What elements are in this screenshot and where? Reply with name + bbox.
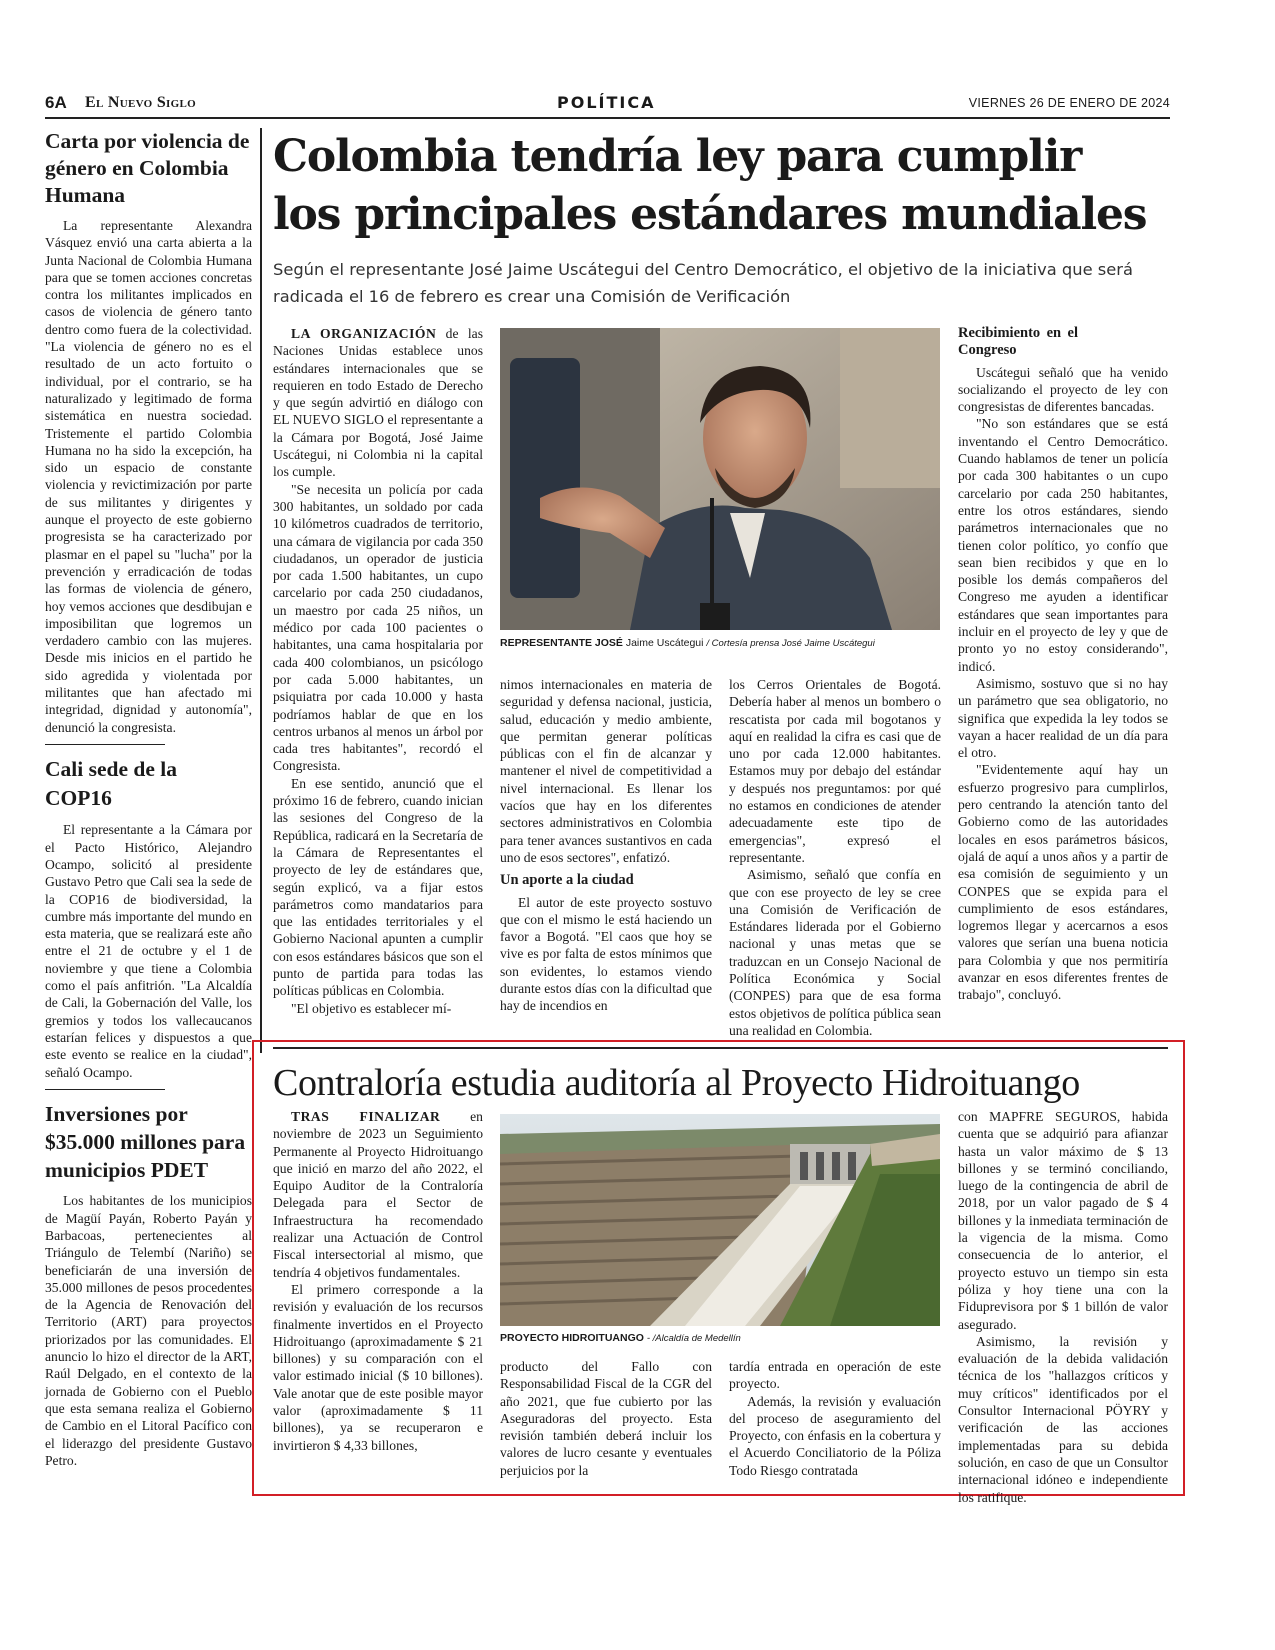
page-date: VIERNES 26 DE ENERO DE 2024 <box>968 96 1170 110</box>
lead-word: LA ORGANIZACIÓN <box>291 326 437 341</box>
page-number: 6A <box>45 93 67 112</box>
main-column-3: los Cerros Orientales de Bogotá. Debería haber al menos un bombero o rescatista por cada mil bogotanos y aquí en realidad la cifra es casi que de uno por cada 12.000 habitantes. Estamos muy por debajo del estándar y después nos preguntamos: por qué no estamos en condiciones de atender adecuadamente este tipo de emergencias", expresó el representante. Asimismo, señaló que confía en que con ese proyecto de ley se cree una Comisión de Verificación de Estándares liderada por el Gobierno nacional y unas metas que se traduzcan en un Consejo Nacional de Política Económica y Social (CONPES) para que de esa forma estos objetivos de política pública sean una realidad en Colombia. <box>729 677 941 1038</box>
section-title: POLÍTICA <box>557 93 656 112</box>
sidebar-body: Los habitantes de los municipios de Magüí Payán, Roberto Payán y Barbacoas, pertenecientes al Triángulo de Telembí (Nariño) se beneficiarán de una inversión de 35.000 millones de pesos procedentes de la Agencia de Renovación del Territorio (ART) para proyectos priorizados por las comunidades. El anuncio lo hizo el director de la ART, Raúl Delgado, en el contexto de la jornada de Gobierno con el Pueblo que esta semana realiza el Gobierno de Cambio en el Litoral Pacífico con el liderazgo del presidente Gustavo Petro. <box>45 1193 252 1468</box>
second-column-3: tardía entrada en operación de este proyecto. Además, la revisión y evaluación del proceso de aseguramiento del Proyecto, con énfasis en la cobertura y el Acuerdo Conciliatorio de la Póliza Todo Riesgo contratada <box>729 1359 941 1478</box>
sidebar-headline: Cali sede de la COP16 <box>45 757 177 811</box>
sidebar-headline: Inversiones por $35.000 millones para municipios PDET <box>45 1102 246 1183</box>
sidebar-story-3 <box>45 1100 252 1469</box>
sidebar-story-2 <box>45 755 252 1080</box>
lead-word: TRAS FINALIZAR <box>291 1109 441 1124</box>
second-column-1: TRAS FINALIZAR en noviembre de 2023 un Seguimiento Permanente al Proyecto Hidroituango que inició en marzo del año 2022, el Equipo Auditor de la Contraloría Delegada para el Sector de Infraestructura ha recomendado realizar una Actuación de Control Fiscal intersectorial al mismo, que tendría 4 objetivos fundamentales. El primero corresponde a la revisión y evaluación de los recursos finalmente invertidos en el Proyecto Hidroituango (aproximadamente $ 21 billones) y su comparación con el valor estimado inicial ($ 10 billones). Vale anotar que de este posible mayor valor (aproximadamente $ 11 billones), ya se recuperaron e invirtieron $ 4,33 billones, <box>273 1109 483 1453</box>
main-column-4: Recibimiento en el Congreso Uscátegui señaló que ha venido socializando el proyecto de ley con congresistas de diferentes bancadas. "No son estándares que se está inventando el Centro Democrático. Cuando hablamos de tener un policía por cada 300 habitantes o un cupo carcelario por cada 250 habitantes, entre los otros estándares, siendo parámetros internacionales que no tienen color político, yo confío que sean bien recibidos y que en lo posible los demás compañeros del Congreso me ayuden a identificar estándares que sean importantes para incluir en el proyecto de ley y que de pronto yo no estoy considerando", indicó. Asimismo, sostuvo que si no hay un parámetro que sea obligatorio, no significa que expedida la ley todos se vayan a hacer realidad de un día para el otro. "Evidentemente aquí hay un esfuerzo progresivo para cumplirlos, pero centrando la atención tanto del Gobierno como de las autoridades locales en esos parámetros básicos, ojalá de aquí a unos años y a partir de esa comisión de seguimiento y un CONPES que se expida para el cumplimiento de esos estándares, logremos llegar y acercarnos a esos valores que serían una buena noticia para Colombia y que nos permitiría avanzar en esos diferentes frentes de trabajo", concluyó. <box>958 325 1168 1003</box>
page-header <box>45 93 1170 117</box>
subhead: Un aporte a la ciudad <box>500 872 634 889</box>
column-separator <box>260 128 262 1053</box>
second-photo-caption: PROYECTO HIDROITUANGO - /Alcaldía de Medellín <box>500 1332 741 1344</box>
main-photo <box>500 328 940 630</box>
main-headline: Colombia tendría ley para cumplir los principales estándares mundiales <box>273 131 1147 240</box>
second-photo <box>500 1114 940 1326</box>
sidebar-body: La representante Alexandra Vásquez envió una carta abierta a la Junta Nacional de Colombia Humana para que se tomen acciones concretas contra los militantes implicados en casos de violencia de género tanto dentro como fuera de la colectividad. "La violencia de género no es el resultado de un acto fortuito o individual, por el contrario, se ha naturalizado y legitimado de forma sistemática en nuestra sociedad. Tristemente el partido Colombia Humana no ha sido la excepción, ha sido un espacio de constante violencia y revictimización por parte de sus militantes y dirigentes y aunque el proyecto de este gobierno progresista se ha caracterizado por plasmar en el papel su "lucha" por la prevención y erradicación de todas las formas de violencia de género, hoy vemos acciones que desdibujan e imposibilitan que logremos un verdadero cambio con las mujeres. Desde mis inicios en el partido he sido agredida y violentada por militantes que han afectado mi integridad, dignidad y autonomía", denunció la congresista. <box>45 218 252 735</box>
story-divider <box>273 1047 1168 1049</box>
header-rule <box>45 117 1170 119</box>
sidebar-divider <box>45 1089 165 1091</box>
second-column-2: producto del Fallo con Responsabilidad Fiscal de la CGR del año 2021, que fue cubierto por las Aseguradoras del proyecto. Esta revisión también deberá incluir los valores de lucro cesante y eventuales perjuicios por la <box>500 1359 712 1478</box>
sidebar-body: El representante a la Cámara por el Pacto Histórico, Alejandro Ocampo, solicitó al presidente Gustavo Petro que Cali sea la sede de la COP16 de biodiversidad, la cumbre más importante del mundo en esta materia, que se realizará este año entre el 21 de octubre y el 1 de noviembre y que tiene a Colombia como el país anfitrión. "La Alcaldía de Cali, la Gobernación del Valle, los gremios y todos los vallecaucanos estarían felices y dispuestos a que este evento se realice en la ciudad", señaló Ocampo. <box>45 822 252 1080</box>
main-column-1: LA ORGANIZACIÓN de las Naciones Unidas establece unos estándares internacionales que se requieren en todo Estado de Derecho y que según advirtió en diálogo con EL NUEVO SIGLO el representante a la Cámara por Bogotá, José Jaime Uscátegui, ni Colombia ni la capital los cumple. "Se necesita un policía por cada 300 habitantes, un soldado por cada 10 kilómetros cuadrados de territorio, una cámara de vigilancia por cada 350 ciudadanos, un operador de justicia por cada 1.500 habitantes, un cupo carcelario por cada 250 ciudadanos, un maestro por cada 25 niños, un médico por cada 100 pacientes o habitantes, una cama hospitalaria por cada 400 colombianos, un psicólogo por cada 5.000 habitantes, un psiquiatra por cada 10.000 y hasta podríamos hablar de que en los centros urbanos al menos un árbol por cada tres habitantes", recordó el Congresista. En ese sentido, anunció que el próximo 16 de febrero, cuando inician las sesiones del Congreso de la República, radicará en la Secretaría de la Cámara de Representantes el proyecto de ley de estándares que, según explicó, va a fijar estos parámetros como mandatarios para que las entidades territoriales y el Gobierno Nacional apunten a cumplir con esos estándares básicos que son el punto de partida para todas las políticas públicas en Colombia. "El objetivo es establecer mí- <box>273 326 483 1016</box>
sidebar-story-1 <box>45 128 252 736</box>
sidebar-divider <box>45 744 165 746</box>
subhead: Recibimiento en el Congreso <box>958 325 1078 359</box>
second-headline: Contraloría estudia auditoría al Proyecto Hidroituango <box>273 1062 1080 1104</box>
main-column-2: nimos internacionales en materia de seguridad y defensa nacional, justicia, salud, educación y medio ambiente, que permitan generar políticas públicas con el fin de alcanzar y mantener el nivel de competitividad a nivel internacional. Es llenar los vacíos que hay en los diferentes sectores administrativos en Colombia para tener avances sustantivos en cada uno de esos sectores", enfatizó. Un aporte a la ciudad El autor de este proyecto sostuvo que con el mismo le está haciendo un favor a Bogotá. "El caos que hoy se vive es por falta de estos mínimos que son evidentes, lo estamos viendo durante estos días con la dificultad que hay de incendios en <box>500 677 712 1014</box>
main-deck: Según el representante José Jaime Uscátegui del Centro Democrático, el objetivo de la iniciativa que será radicada el 16 de febrero es crear una Comisión de Verificación <box>273 260 1133 306</box>
sidebar-headline: Carta por violencia de género en Colombia Humana <box>45 129 250 207</box>
masthead: El Nuevo Siglo <box>85 94 196 111</box>
second-column-4: con MAPFRE SEGUROS, habida cuenta que se adquirió para afianzar hasta un valor máximo de $ 13 billones y se terminó conciliando, luego de la contingencia de abril de 2018, por un valor pagado de $ 4 billones y la inmediata terminación de la vigencia de la misma. Como consecuencia de lo anterior, el proyecto estuvo un tiempo sin esta póliza y hoy tiene una con la Fiduprevisora por $ 1 billón de valor asegurado. Asimismo, la revisión y evaluación de la debida validación técnica de los "hallazgos críticos y muy críticos" identificados por el Consultor Internacional PÖYRY y verificación de las acciones implementadas para su debida solución, en caso de que un Consultor internacional idóneo e independiente los ratifique. <box>958 1109 1168 1505</box>
main-photo-caption: REPRESENTANTE JOSÉ Jaime Uscátegui / Cortesía prensa José Jaime Uscátegui <box>500 637 875 649</box>
sidebar <box>45 128 252 1469</box>
